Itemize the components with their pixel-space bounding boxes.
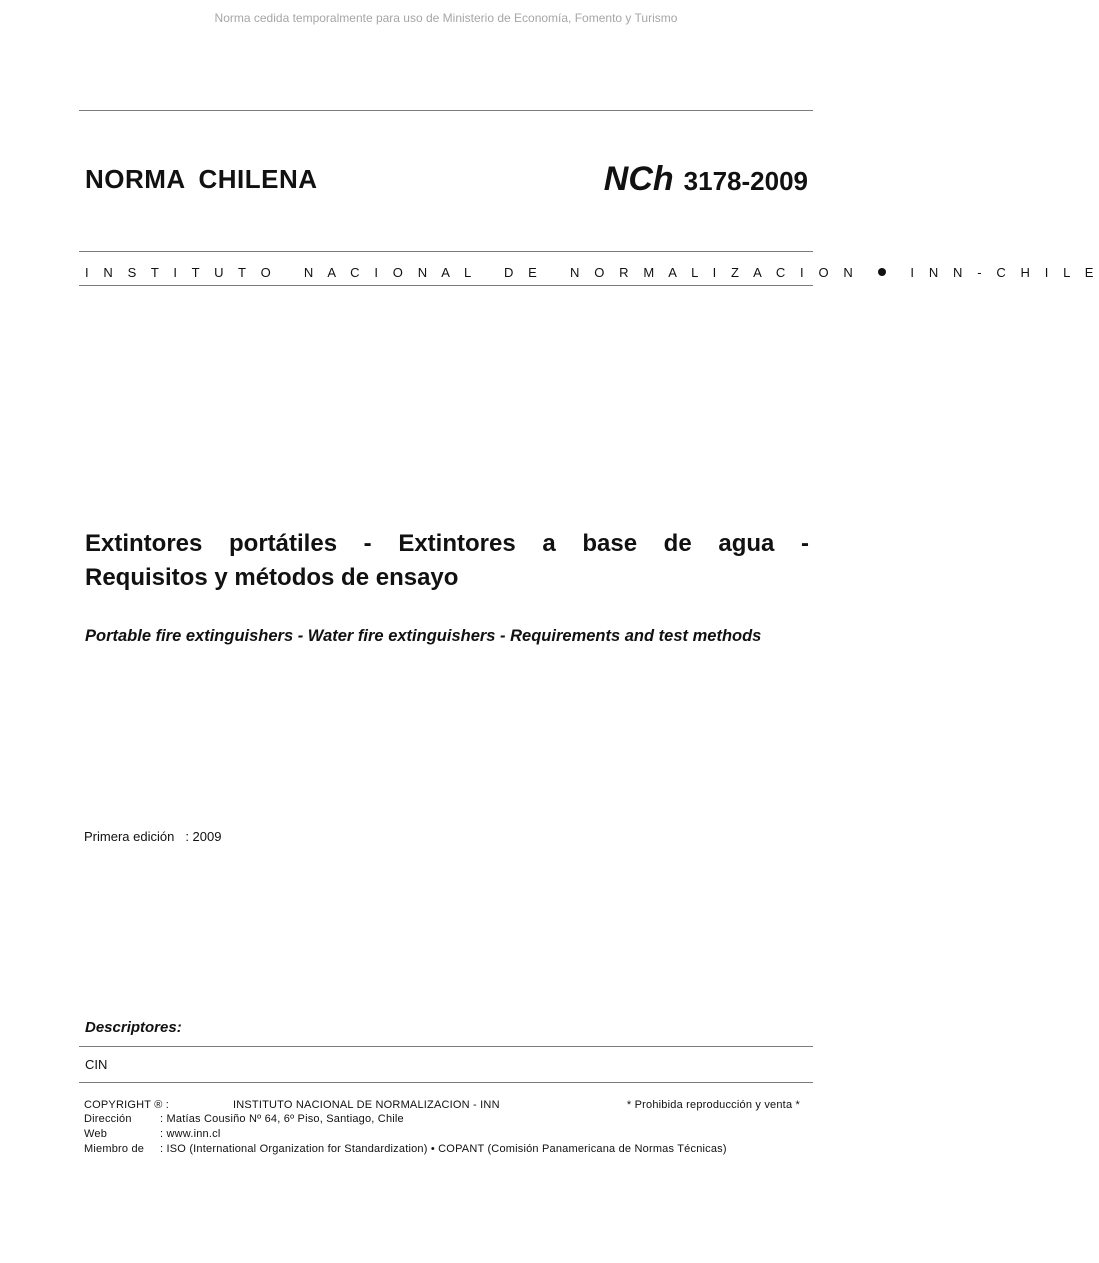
- footer-address-row: [84, 1113, 404, 1125]
- bullet-icon: [878, 268, 886, 276]
- web-label: Web: [84, 1128, 108, 1140]
- norma-chilena-label: NORMA CHILENA: [85, 164, 318, 194]
- standard-code: [604, 160, 808, 199]
- header-rule-top: [79, 251, 813, 252]
- member-label: Miembro de: [84, 1143, 145, 1155]
- title-line-1: Extintores portátiles - Extintores a base de agua -: [85, 530, 809, 557]
- descriptors-rule-top: [79, 1046, 813, 1047]
- top-rule: [79, 110, 813, 111]
- descriptors-rule-bottom: [79, 1082, 813, 1083]
- copyright-value: INSTITUTO NACIONAL DE NORMALIZACION - INN: [233, 1099, 500, 1111]
- watermark-text: Norma cedida temporalmente para uso de Ministerio de Economía, Fomento y Turismo: [214, 11, 678, 25]
- copyright-label: COPYRIGHT ® :: [84, 1099, 170, 1111]
- address-value: : Matías Cousiño Nº 64, 6º Piso, Santiago, Chile: [160, 1113, 404, 1125]
- standard-number: 3178-2009: [683, 166, 808, 196]
- title-line-2: Requisitos y métodos de ensayo: [85, 564, 459, 591]
- footer-web-row: [84, 1128, 220, 1140]
- nch-label: NCh: [603, 160, 674, 198]
- institute-short-name: I N N - C H I L E: [910, 265, 1099, 280]
- address-label: Dirección: [84, 1113, 132, 1125]
- header-rule-bottom: [79, 285, 813, 286]
- edition-value: : 2009: [185, 829, 222, 844]
- prohibited-notice: * Prohibida reproducción y venta *: [626, 1099, 800, 1111]
- institute-line: [85, 265, 1099, 280]
- document-subtitle-english: Portable fire extinguishers - Water fire extinguishers - Requirements and test methods: [85, 627, 762, 645]
- footer-member-row: [84, 1143, 727, 1155]
- document-title: [85, 527, 809, 595]
- institute-name: I N S T I T U T O N A C I O N A L D E N O R M A L I Z A C I O N: [85, 265, 859, 280]
- web-value: : www.inn.cl: [160, 1128, 221, 1140]
- edition-label: Primera edición: [84, 829, 175, 844]
- descriptors-label: Descriptores:: [85, 1019, 182, 1036]
- footer-copyright-row: [84, 1099, 800, 1111]
- member-value: : ISO (International Organization for Standardization) • COPANT (Comisión Panamericana de Normas Técnicas): [160, 1143, 727, 1155]
- cin-value: CIN: [85, 1057, 108, 1072]
- edition-info: [84, 829, 221, 844]
